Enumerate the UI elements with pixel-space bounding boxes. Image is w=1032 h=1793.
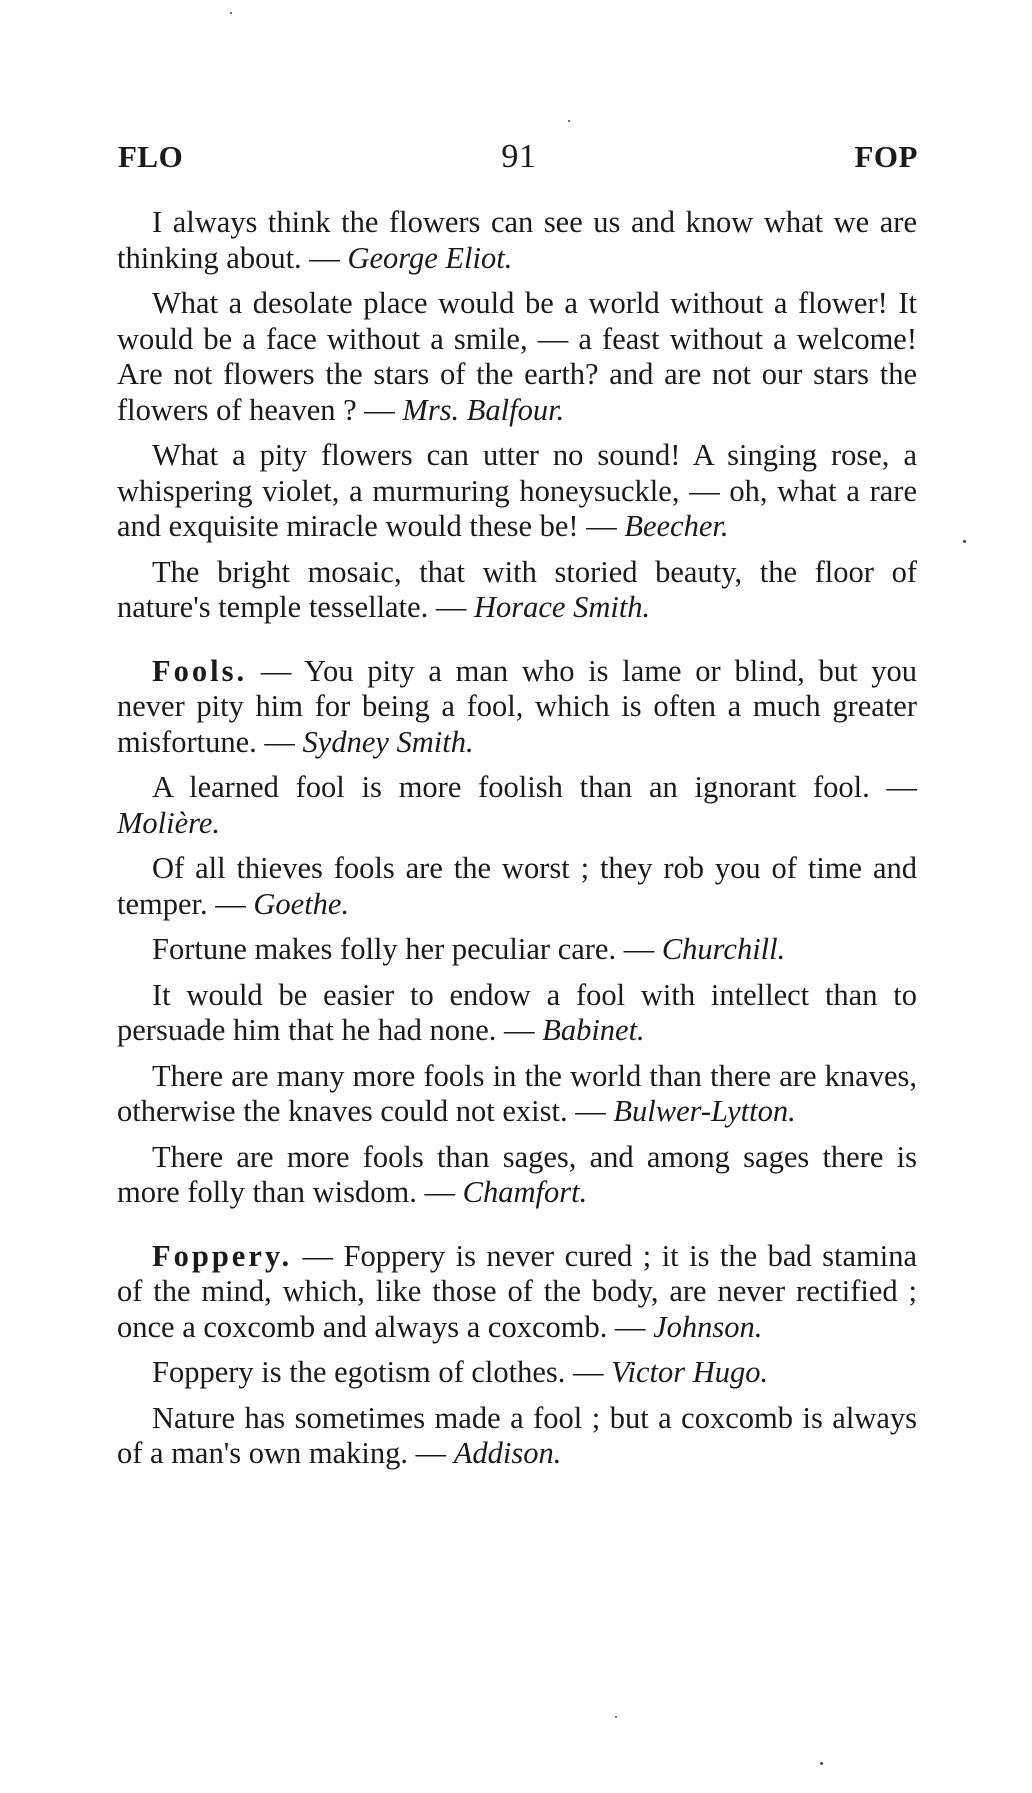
quote-author: Chamfort. — [462, 1175, 588, 1209]
quote-author: Bulwer-Lytton. — [613, 1094, 796, 1128]
quotation-body — [117, 205, 917, 1482]
quote-paragraph: A learned fool is more foolish than an ignorant fool. — Molière. — [117, 770, 917, 840]
topic-heading: Foppery. — [152, 1238, 293, 1273]
quote-author: Mrs. Balfour. — [402, 392, 565, 427]
header-right-guideword: FOP — [854, 139, 918, 174]
topic-paragraph-foppery: Foppery. — Foppery is never cured ; it is the bad stamina of the mind, which, like those of the body, are never rectified ; once a coxcomb and always a coxcomb. — Johnson. — [117, 1238, 917, 1344]
quote-author: Addison. — [453, 1436, 562, 1470]
topic-heading: Fools. — [152, 653, 248, 688]
quote-paragraph: It would be easier to endow a fool with intellect than to persuade him that he had none. — Babinet. — [117, 977, 917, 1047]
quote-author: Beecher. — [624, 509, 729, 543]
page-number: 91 — [501, 138, 537, 175]
quote-paragraph: Nature has sometimes made a fool ; but a coxcomb is always of a man's own making. — Addison. — [117, 1400, 917, 1470]
quote-paragraph: Fortune makes folly her peculiar care. — Churchill. — [152, 932, 786, 966]
quote-author: Horace Smith. — [473, 590, 651, 624]
quote-paragraph: Foppery is the egotism of clothes. — Victor Hugo. — [152, 1355, 769, 1389]
scan-speck — [820, 1762, 823, 1765]
scan-speck — [963, 540, 966, 543]
scan-speck — [568, 120, 570, 122]
quote-paragraph: There are more fools than sages, and among sages there is more folly than wisdom. — Chamfort. — [117, 1139, 917, 1209]
quote-author: Babinet. — [542, 1013, 645, 1047]
quote-paragraph: The bright mosaic, that with storied beauty, the floor of nature's temple tessellate. — Horace Smith. — [117, 554, 917, 624]
quote-author: Sydney Smith. — [302, 724, 474, 759]
quote-paragraph: I always think the flowers can see us and know what we are thinking about. — George Eliot. — [117, 205, 917, 275]
scan-speck — [230, 12, 232, 14]
running-header — [118, 138, 918, 188]
topic-paragraph-fools: Fools. — You pity a man who is lame or blind, but you never pity him for being a fool, which is often a much greater misfortune. — Sydney Smith. — [117, 653, 917, 759]
quote-paragraph: What a pity flowers can utter no sound! A singing rose, a whispering violet, a murmuring honeysuckle, — oh, what a rare and exquisite miracle would these be! — Beecher. — [117, 438, 917, 543]
quote-author: Churchill. — [661, 932, 786, 966]
quote-author: Johnson. — [653, 1309, 763, 1344]
quote-paragraph: What a desolate place would be a world without a flower! It would be a face without a smile, — a feast without a welcome! Are not flowers the stars of the earth? and are not our stars the flowers of heaven ? — Mrs. Balfour. — [117, 286, 917, 427]
quote-paragraph: There are many more fools in the world than there are knaves, otherwise the knaves could not exist. — Bulwer-Lytton. — [117, 1058, 917, 1128]
quote-author: George Eliot. — [347, 240, 513, 275]
header-left-guideword: FLO — [118, 139, 184, 174]
quote-author: Molière. — [117, 805, 221, 840]
quote-paragraph: Of all thieves fools are the worst ; they rob you of time and temper. — Goethe. — [117, 851, 917, 921]
scan-speck — [615, 1716, 617, 1718]
quote-author: Goethe. — [253, 886, 350, 921]
quote-author: Victor Hugo. — [611, 1355, 769, 1389]
